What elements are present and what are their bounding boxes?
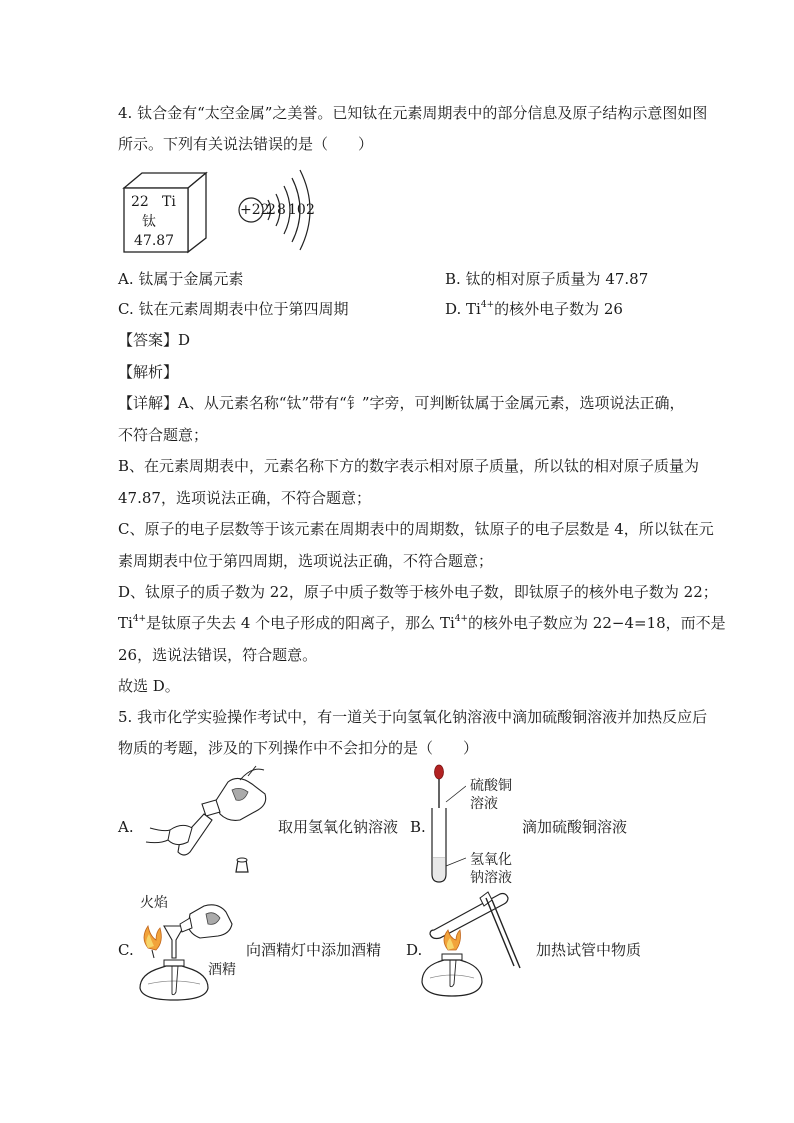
atom-nucleus-charge: +22 (240, 202, 270, 218)
detail-line-1: 【详解】A、从元素名称“钛”带有“钅”字旁，可判断钛属于金属元素，选项说法正确， (118, 394, 685, 412)
atom-shell-2: 8 (277, 202, 286, 218)
pour-solution-illustration (140, 762, 270, 882)
label-copper-sulfate-2: 溶液 (470, 796, 498, 812)
q5-stem-line2: 物质的考题，涉及的下列操作中不会扣分的是（ ） (118, 739, 479, 757)
detail-line-2: 不符合题意； (118, 426, 209, 444)
q4-option-d: D. $Ti^{4+}$的核外电子数为 26 (445, 300, 623, 318)
q5-option-d-caption: 加热试管中物质 (536, 941, 642, 959)
add-alcohol-lamp-illustration (134, 904, 244, 1004)
label-copper-sulfate-1: 硫酸铜 (470, 778, 512, 794)
label-alcohol: 酒精 (208, 962, 236, 978)
detail-line-7: D、钛原子的质子数为 22，原子中质子数等于核外电子数，即钛原子的核外电子数为 22； (118, 583, 718, 601)
detail-line-9: 26，选说法错误，符合题意。 (118, 646, 318, 664)
analysis-heading: 【解析】 (118, 363, 179, 381)
detail-line-6: 素周期表中位于第四周期，选项说法正确，不符合题意； (118, 552, 494, 570)
label-naoh-2: 钠溶液 (470, 870, 512, 886)
element-name: 钛 (142, 214, 156, 230)
q5-option-c-letter: C. (118, 941, 134, 959)
q5-option-b-caption: 滴加硫酸铜溶液 (522, 818, 628, 836)
q5-option-a-letter: A. (118, 818, 134, 836)
q5-option-c-caption: 向酒精灯中添加酒精 (246, 941, 382, 959)
detail-line-4: 47.87，选项说法正确，不符合题意； (118, 489, 371, 507)
atom-shell-4: 2 (306, 202, 315, 218)
conclusion: 故选 D。 (118, 677, 180, 695)
label-flame: 火焰 (140, 895, 168, 911)
q4-stem-line2: 所示。下列有关说法错误的是（ ） (118, 135, 374, 153)
q4-stem-line1: 4. 钛合金有“太空金属”之美誉。已知钛在元素周期表中的部分信息及原子结构示意图如图 (118, 104, 708, 122)
q5-option-b-letter: B. (410, 818, 426, 836)
q4-option-b: B. 钛的相对原子质量为 47.87 (445, 270, 649, 288)
detail-line-5: C、原子的电子层数等于该元素在周期表中的周期数，钛原子的电子层数是 4，所以钛在元 (118, 520, 714, 538)
element-mass: 47.87 (134, 233, 175, 249)
detail-line-3: B、在元素周期表中，元素名称下方的数字表示相对原子质量，所以钛的相对原子质量为 (118, 457, 700, 475)
atom-shell-3: 10 (288, 202, 306, 218)
q4-option-c: C. 钛在元素周期表中位于第四周期 (118, 300, 349, 318)
dropper-test-tube-illustration (426, 762, 466, 884)
heat-test-tube-illustration (420, 888, 530, 1004)
detail-line-8: $Ti^{4+}$是钛原子失去 4 个电子形成的阳离子，那么 $Ti^{4+}$的核外电子数应为 22−4=18，而不是 (118, 614, 726, 632)
answer-label: 【答案】D (118, 331, 191, 349)
q5-stem-line1: 5. 我市化学实验操作考试中，有一道关于向氢氧化钠溶液中滴加硫酸铜溶液并加热反应后 (118, 708, 708, 726)
element-atomic-number: 22 (131, 194, 149, 210)
atom-shell-1: 2 (267, 202, 276, 218)
q4-option-a: A. 钛属于金属元素 (118, 270, 244, 288)
q5-option-a-caption: 取用氢氧化钠溶液 (278, 818, 399, 836)
q5-option-d-letter: D. (406, 941, 423, 959)
label-naoh-1: 氢氧化 (470, 852, 512, 868)
element-symbol: Ti (162, 194, 176, 210)
